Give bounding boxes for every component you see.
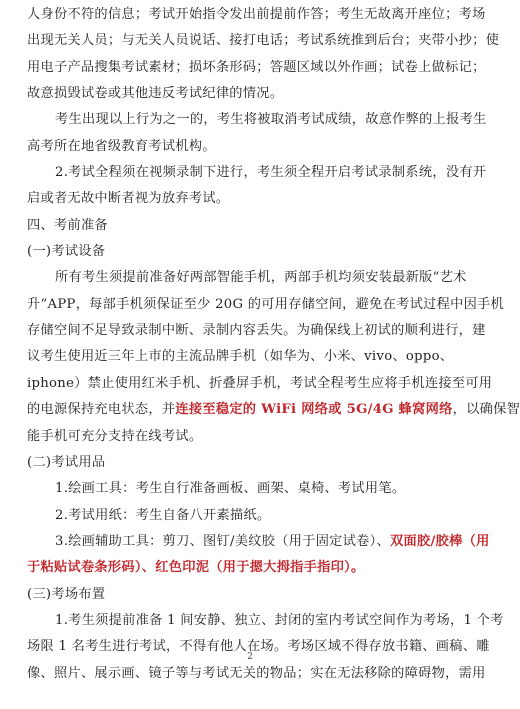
- line-text: ，以确保智: [452, 402, 520, 418]
- line-text: 2.考试用纸：考生自备八开素描纸。: [55, 507, 271, 523]
- text-line: [27, 134, 480, 160]
- line-text: (三)考场布置: [27, 586, 106, 602]
- text-line: [27, 608, 504, 634]
- line-text: 高考所在地省级教育考试机构。: [27, 138, 216, 154]
- line-text: iphone）禁止使用红米手机、折叠屏手机，考试全程考生应将手机连接至可用: [27, 375, 493, 391]
- line-text: 考生出现以上行为之一的，考生将被取消考试成绩，故意作弊的上报考生: [55, 112, 487, 128]
- text-line: [27, 529, 490, 555]
- line-text: 3.绘画辅助工具：剪刀、图钉/美纹胶（用于固定试卷）、: [55, 533, 391, 549]
- text-line: [27, 450, 480, 476]
- line-text: 像、照片、展示画、镜子等与考试无关的物品；实在无法移除的障碍物，需用: [27, 665, 486, 681]
- line-text: 存储空间不足导致录制中断、录制内容丢失。为确保线上初试的顺利进行，建: [27, 323, 486, 339]
- line-text: 1.考生须提前准备 1 间安静、独立、封闭的室内考试空间作为考场，1 个考: [55, 612, 504, 628]
- highlighted-text: 连接至稳定的 WiFi 网络或 5G/4G 蜂窝网络: [175, 402, 453, 418]
- text-line: [27, 186, 480, 212]
- line-text: 四、考前准备: [27, 217, 108, 233]
- text-line: [27, 371, 493, 397]
- text-line: [27, 397, 520, 423]
- text-line: [27, 292, 505, 318]
- line-text: (二)考试用品: [27, 454, 106, 470]
- line-text: 人身份不符的信息；考试开始指令发出前提前作答；考生无故离开座位；考场: [27, 7, 486, 22]
- line-text: 1.绘画工具：考生自行准备画板、画架、桌椅、考试用笔。: [55, 481, 406, 497]
- line-text: 故意损毁试卷或其他违反考试纪律的情况。: [27, 86, 284, 102]
- text-line: [27, 424, 480, 450]
- line-text: 出现无关人员；与无关人员说话、接打电话；考试系统推到后台；夹带小抄；使: [27, 33, 500, 49]
- text-line: [27, 582, 480, 608]
- line-text: (一)考试设备: [27, 244, 106, 260]
- text-line: [27, 661, 486, 687]
- text-line: [27, 503, 480, 529]
- text-line: [27, 318, 486, 344]
- line-text: 议考生使用近三年上市的主流品牌手机（如华为、小米、vivo、oppo、: [27, 349, 454, 365]
- line-text: 升”APP，每部手机须保证至少 20G 的可用存储空间，避免在考试过程中因手机: [27, 296, 505, 312]
- line-text: 所有考生须提前准备好两部智能手机，两部手机均须安装最新版“艺术: [55, 270, 467, 286]
- line-text: 的电源保持充电状态，并: [27, 402, 176, 418]
- line-text: 用电子产品搜集考试素材；损坏条形码；答题区域以外作画；试卷上做标记；: [27, 59, 486, 75]
- page-number: 2: [247, 652, 253, 662]
- text-line: [27, 28, 500, 54]
- line-text: 2.考试全程须在视频录制下进行，考生须全程开启考试录制系统，没有开: [55, 165, 487, 181]
- text-line: [27, 555, 480, 581]
- line-text: 启或者无故中断者视为放弃考试。: [27, 191, 230, 207]
- text-line: [27, 239, 480, 265]
- text-line: [27, 55, 486, 81]
- document-body: [27, 2, 520, 687]
- line-text: 场限 1 名考生进行考试，不得有他人在场。考场区域不得存放书籍、画稿、雕: [27, 639, 490, 655]
- text-line: [27, 476, 480, 502]
- text-line: [27, 344, 480, 370]
- text-line: [27, 265, 480, 291]
- highlighted-text: 双面胶/胶棒（用: [390, 533, 490, 549]
- document-page: [0, 2, 520, 709]
- text-line: [27, 2, 486, 28]
- text-line: [27, 213, 480, 239]
- highlighted-text: 于粘贴试卷条形码）、红色印泥（用于摁大拇指手指印）。: [27, 560, 365, 576]
- text-line: [27, 160, 487, 186]
- text-line: [27, 107, 487, 133]
- text-line: [27, 81, 480, 107]
- line-text: 能手机可充分支持在线考试。: [27, 428, 203, 444]
